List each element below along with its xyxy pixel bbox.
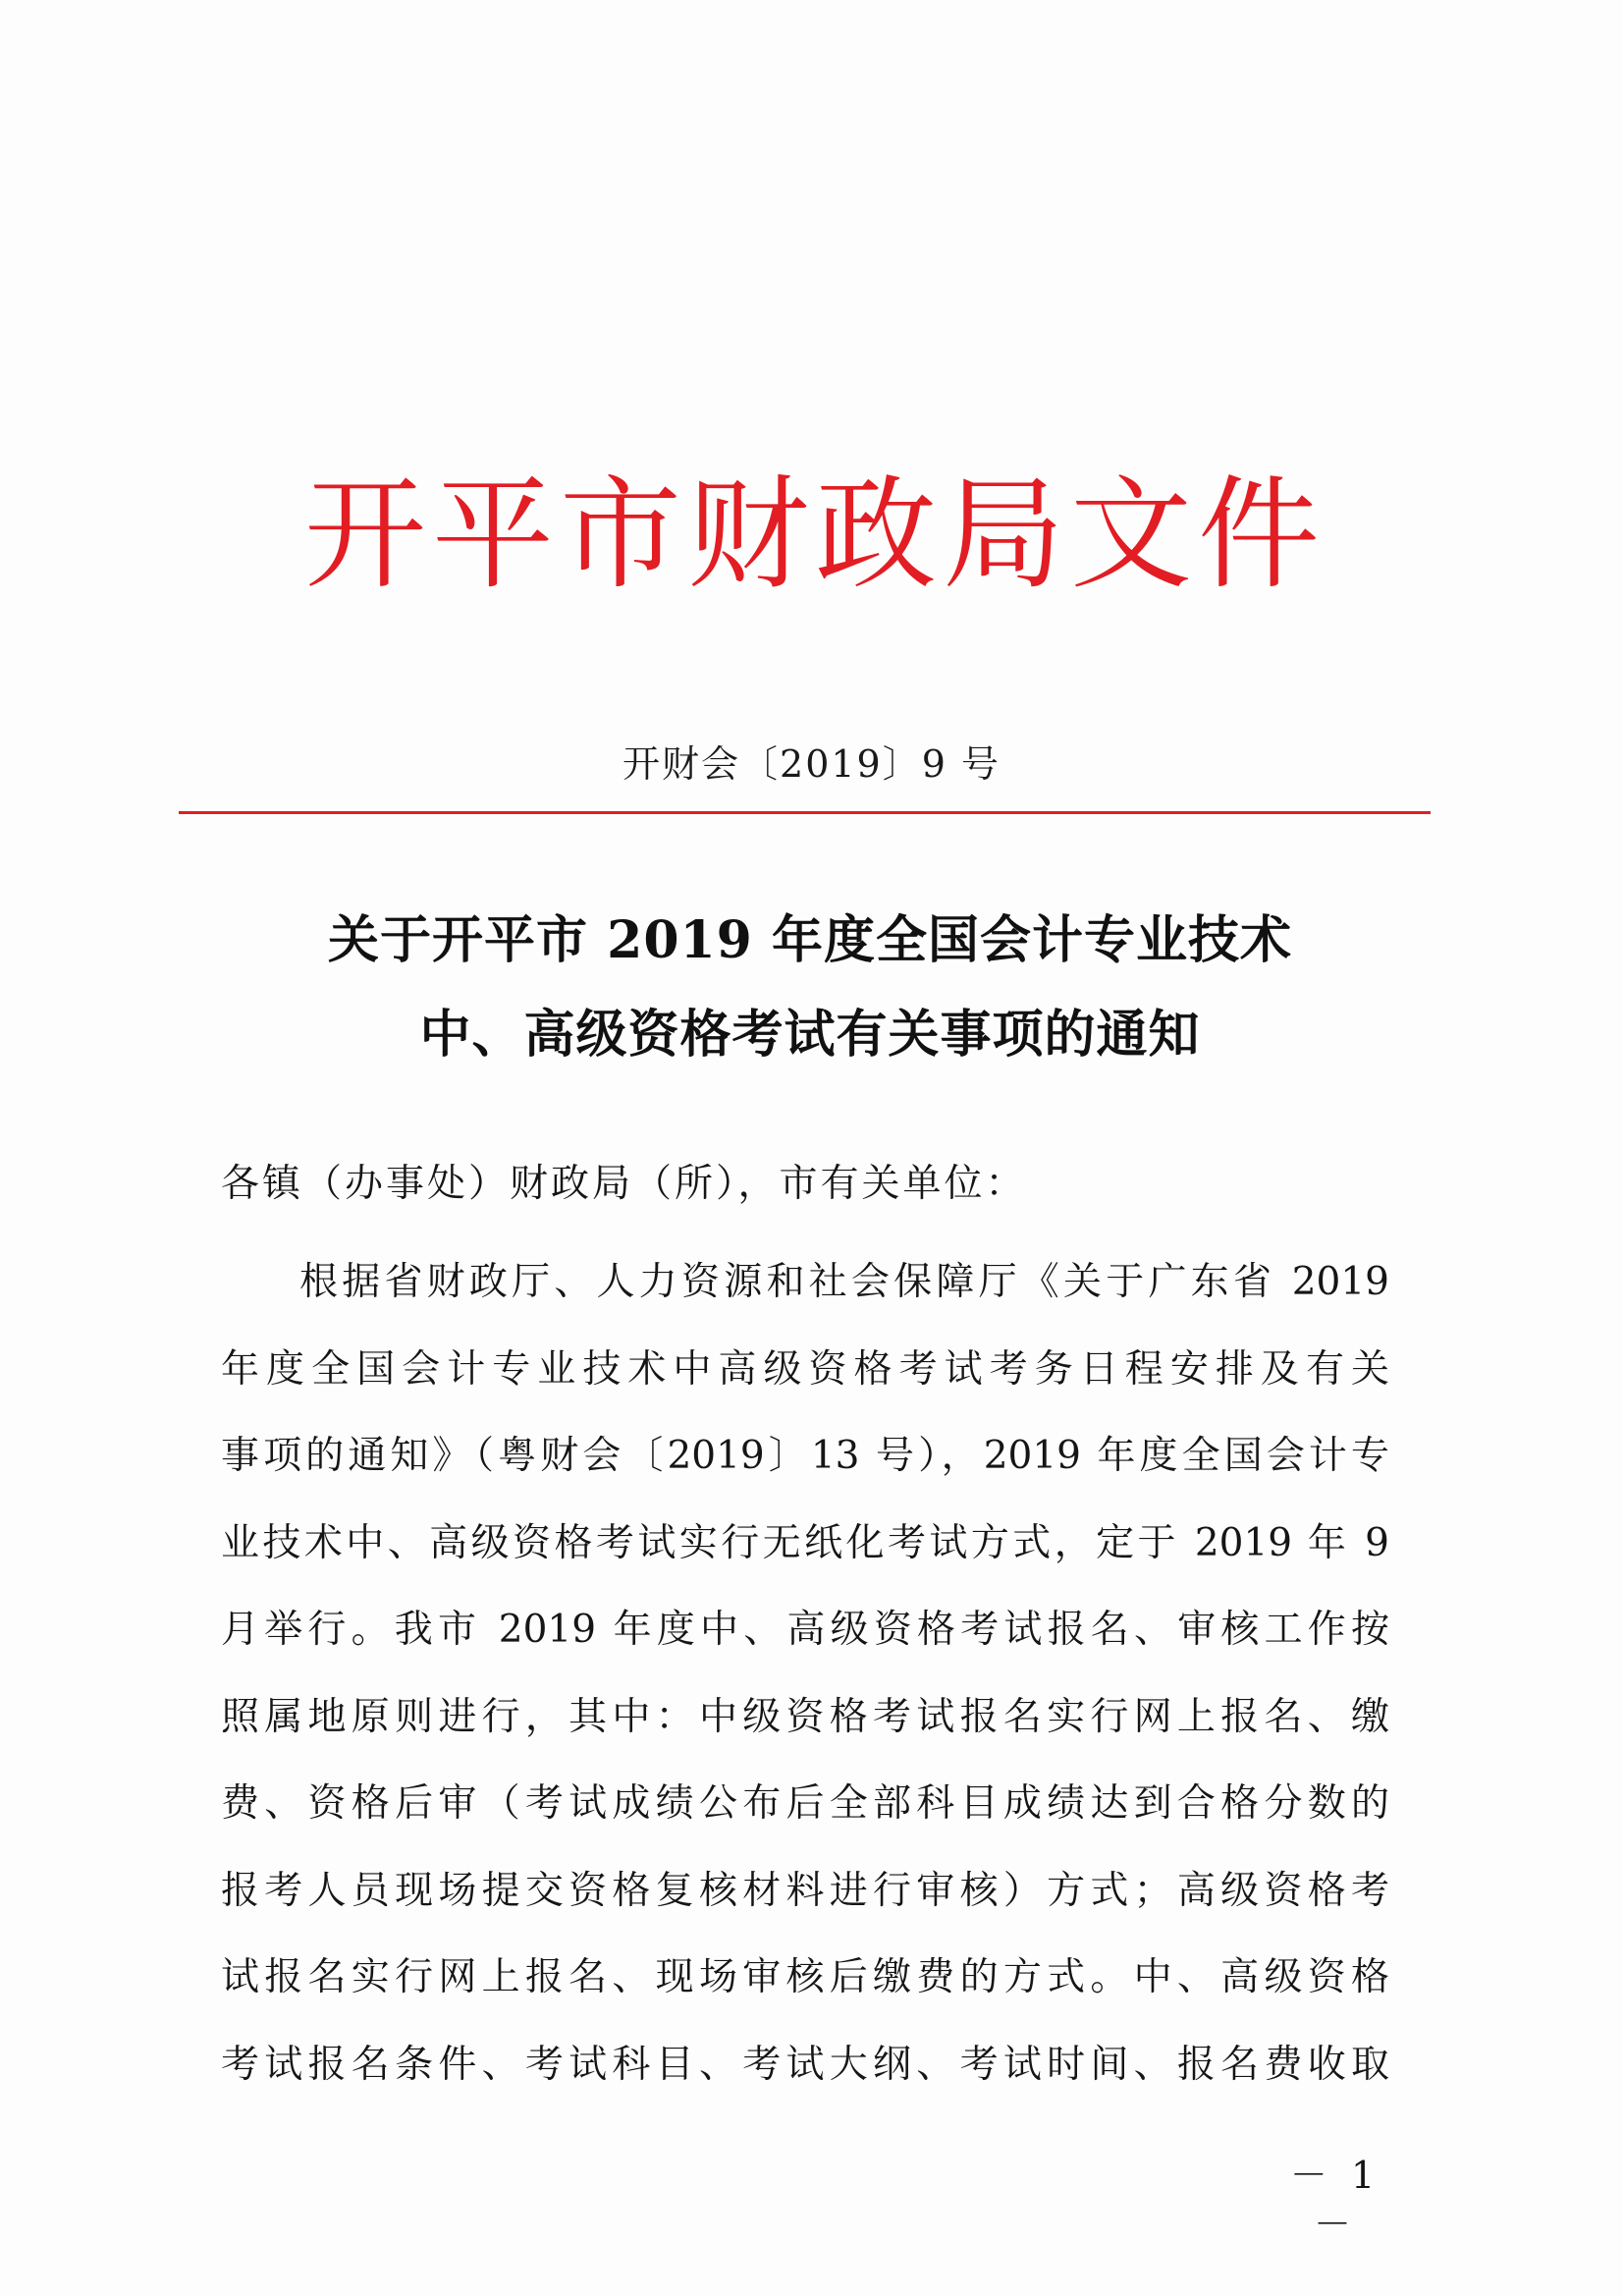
notice-title-line-2: 中、高级资格考试有关事项的通知 — [419, 1005, 1201, 1065]
notice-title-line-1: 关于开平市 2019 年度全国会计专业技术 — [328, 910, 1292, 970]
document-number: 开财会〔2019〕9 号 — [622, 742, 1001, 786]
page-number: － 1 － — [1289, 2154, 1381, 2246]
body-line: 考试报名条件、考试科目、考试大纲、考试时间、报名费收取 — [221, 2042, 1389, 2087]
agency-header-title: 开平市财政局文件 — [303, 465, 1325, 606]
body-line: 照属地原则进行，其中：中级资格考试报名实行网上报名、缴 — [221, 1694, 1389, 1739]
notice-title — [177, 894, 1443, 1082]
body-paragraph — [221, 1239, 1389, 2108]
red-divider-line — [179, 811, 1431, 814]
body-line: 业技术中、高级资格考试实行无纸化考试方式，定于 2019 年 9 — [221, 1520, 1389, 1565]
body-line: 报考人员现场提交资格复核材料进行审核）方式；高级资格考 — [221, 1868, 1389, 1913]
body-line: 月举行。我市 2019 年度中、高级资格考试报名、审核工作按 — [221, 1608, 1389, 1652]
body-line: 费、资格后审（考试成绩公布后全部科目成绩达到合格分数的 — [221, 1781, 1389, 1826]
body-line: 试报名实行网上报名、现场审核后缴费的方式。中、高级资格 — [221, 1955, 1389, 1999]
addressee-line: 各镇（办事处）财政局（所），市有关单位： — [221, 1162, 1027, 1206]
body-line: 根据省财政厅、人力资源和社会保障厅《关于广东省 2019 — [299, 1260, 1389, 1304]
body-line: 事项的通知》（粤财会〔2019〕13 号），2019 年度全国会计专 — [221, 1434, 1389, 1478]
body-line: 年度全国会计专业技术中高级资格考试考务日程安排及有关 — [221, 1346, 1389, 1392]
